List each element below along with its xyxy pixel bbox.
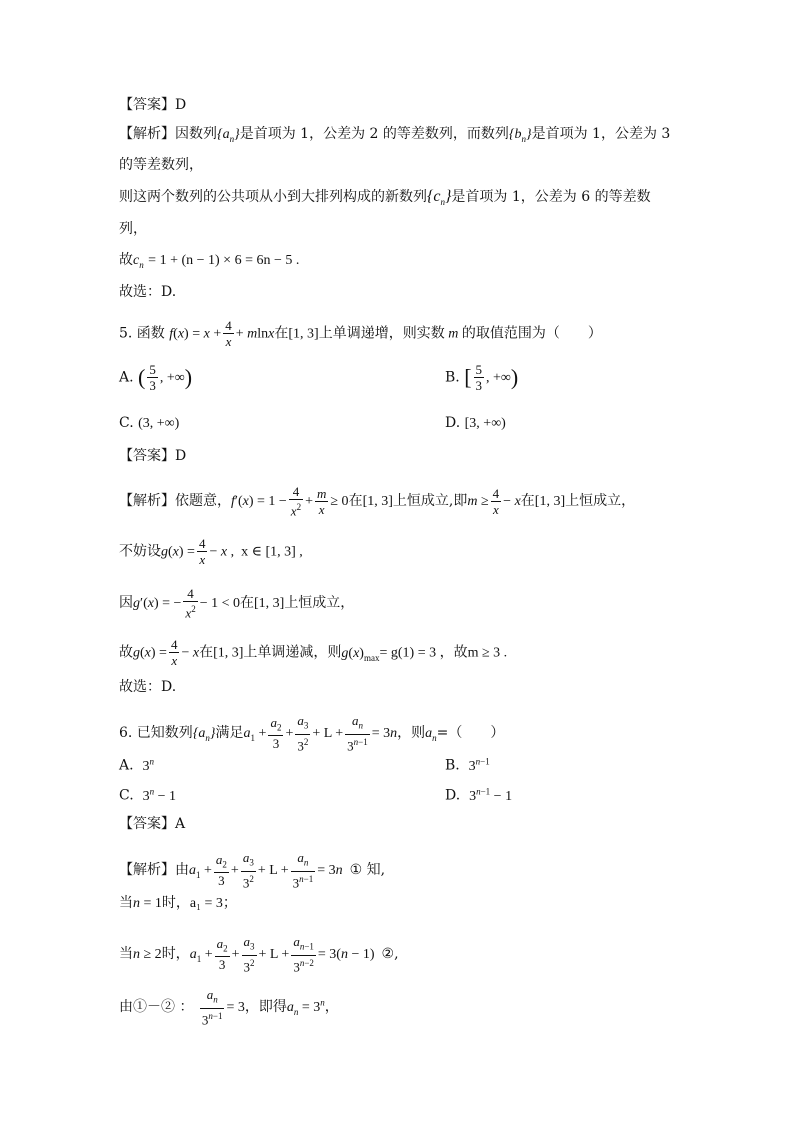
seq-c: $\{c_n\}$ bbox=[427, 188, 452, 208]
q6-solution-line1: 【解析】由$a_1$ + $\frac{a_2}{3}$ + $\frac{a_3}{3^2}$ + L + $\frac{a_n}{3^{n-1}}$ = 3n ① 知, bbox=[119, 850, 386, 890]
q5-solution-line5: 故选：D. bbox=[119, 679, 177, 695]
q4-solution-line2: 的等差数列， bbox=[119, 157, 203, 173]
q5-option-a[interactable]: A. ( $\frac{5}{3}$ , +∞) bbox=[119, 362, 193, 393]
q4-solution-line6: 故选：D. bbox=[119, 284, 177, 300]
answer-label-q6: 【答案】A bbox=[119, 816, 186, 832]
q5-solution-line1: 【解析】依题意，f′(x) = 1 − $\frac{4}{x^2}$ + $\frac{m}{x}$ ≥ 0在[1, 3]上恒成立,即m ≥ $\frac{4}{x}$ − x在[1, 3]上恒成立， bbox=[119, 484, 636, 519]
q6-solution-line2: 当n = 1时，a₁ = 3； bbox=[119, 895, 237, 911]
q5-solution-line2: 不妨设g(x) = $\frac{4}{x}$ − x , x ∈ [1, 3] , bbox=[119, 536, 303, 567]
seq-b: $\{b_n\}$ bbox=[508, 127, 532, 144]
answer-label-q4: 【答案】D bbox=[119, 97, 187, 113]
q4-solution-line4: 列， bbox=[119, 221, 147, 237]
q5-solution-line3: 因g′(x) = − $\frac{4}{x^2}$ − 1 < 0在[1, 3]上恒成立， bbox=[119, 586, 355, 621]
q4-solution-line5: 故$c_n = 1 + (n - 1) \times 6 = 6n - 5$ . bbox=[119, 252, 300, 270]
q5-option-d[interactable]: D. [3, +∞) bbox=[445, 415, 506, 431]
q4-solution-line1: 【解析】因数列$\{a_n\}$是首项为 1，公差为 2 的等差数列，而数列$\{b_n\}$是首项为 1，公差为 3 bbox=[119, 126, 671, 144]
q6-solution-line4: 由①－② ： $\frac{a_n}{3^{n-1}}$ = 3，即得$a_n = 3^n$， bbox=[119, 987, 339, 1027]
q6-option-a[interactable]: A. 3$^n$ bbox=[119, 756, 154, 774]
seq-a: $\{a_n\}$ bbox=[217, 127, 240, 144]
q5-option-c[interactable]: C. (3, +∞) bbox=[119, 415, 180, 431]
q6-option-c[interactable]: C. $3^n - 1$ bbox=[119, 786, 176, 804]
q6-option-b[interactable]: B. $3^{n-1}$ bbox=[445, 756, 490, 774]
q4-solution-line3: 则这两个数列的公共项从小到大排列构成的新数列$\{c_n\}$是首项为 1，公差为 6 的等差数 bbox=[119, 188, 651, 208]
q6-stem: 6. 已知数列$\{a_n\}$满足$a_1$ + $\frac{a_2}{3}$ + $\frac{a_3}{3^2}$ + L + $\frac{a_n}{3^{n-1}}$ = 3n，则$a_n=$（ ） bbox=[119, 713, 505, 753]
q5-solution-line4: 故g(x) = $\frac{4}{x}$ − x在[1, 3]上单调递减，则$g(x)_{max}= g(1) = 3$ ，故m ≥ 3 . bbox=[119, 637, 508, 668]
q6-solution-line3: 当n ≥ 2时，$a_1$ + $\frac{a_2}{3}$ + $\frac{a_3}{3^2}$ + L + $\frac{a_{n-1}}{3^{n-2}}$ = 3(n − 1) ②, bbox=[119, 934, 399, 974]
q5-stem: 5. 函数 f(x) = x + $\frac{4}{x}$ + mlnx在[1, 3]上单调递增，则实数 m 的取值范围为（ ） bbox=[119, 318, 602, 349]
answer-label-q5: 【答案】D bbox=[119, 448, 187, 464]
q5-option-b[interactable]: B. [ $\frac{5}{3}$ , +∞) bbox=[445, 362, 519, 393]
q6-option-d[interactable]: D. $3^{n-1} - 1$ bbox=[445, 786, 513, 804]
